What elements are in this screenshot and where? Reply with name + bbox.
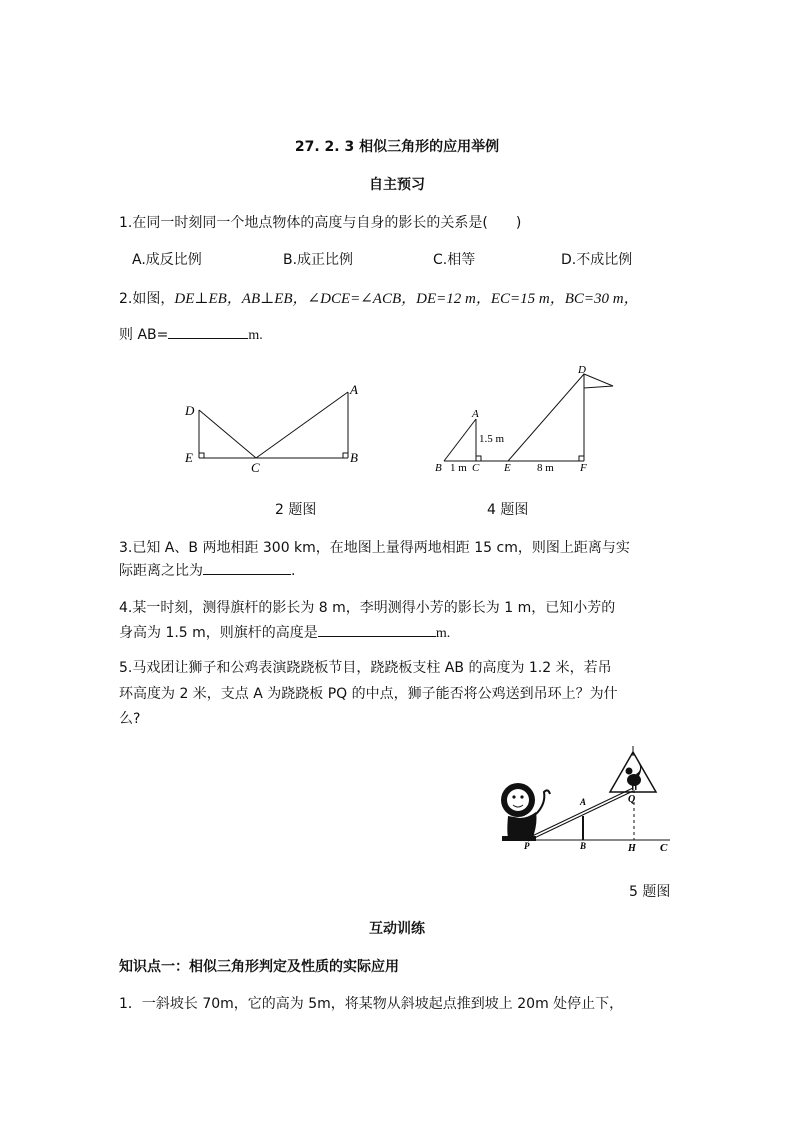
label-c: C xyxy=(660,842,668,854)
question-3-end: . xyxy=(291,563,296,579)
label-c: C xyxy=(251,460,260,475)
line-ca xyxy=(256,392,348,458)
question-4-line-1: 4.某一时刻，测得旗杆的影长为 8 m，李明测得小芳的影长为 1 m，已知小芳的 xyxy=(119,600,616,616)
rooster-icon xyxy=(626,762,642,790)
label-e: E xyxy=(185,450,193,465)
right-angle-e xyxy=(199,453,204,458)
label-a: A xyxy=(350,382,358,397)
figure-4-diagram xyxy=(430,362,620,477)
question-2-unit: m. xyxy=(248,328,263,343)
exercise-1-text: 1．一斜坡长 70m，它的高为 5m，将某物从斜坡起点推到坡上 20m 处停止下， xyxy=(119,996,624,1012)
label-ef-length: 8 m xyxy=(537,462,554,474)
lion-icon xyxy=(501,783,550,841)
label-a: A xyxy=(580,797,587,807)
question-3-line-1: 3.已知 A、B 两地相距 300 km，在地图上量得两地相距 15 cm，则图上距离与实 xyxy=(119,540,630,556)
label-bc-length: 1 m xyxy=(450,462,467,474)
answer-blank[interactable] xyxy=(168,324,248,339)
label-q: Q xyxy=(628,794,636,805)
question-4-line-2 xyxy=(119,622,450,642)
label-h: H xyxy=(628,843,636,854)
label-height: 1.5 m xyxy=(479,433,505,445)
question-1-option-c: C.相等 xyxy=(433,252,476,268)
right-angle-f xyxy=(579,456,584,461)
question-2-ask: 则 AB= xyxy=(119,327,169,343)
line-ed xyxy=(508,374,584,461)
line-dc xyxy=(199,410,256,458)
figure-4-caption: 4 题图 xyxy=(487,502,529,518)
question-1-option-a: A.成反比例 xyxy=(132,252,202,268)
question-1-text: 1.在同一时刻同一个地点物体的高度与自身的影长的关系是( ) xyxy=(119,215,522,231)
figure-5-diagram xyxy=(498,744,678,856)
answer-blank[interactable] xyxy=(203,560,291,575)
label-f: F xyxy=(580,462,587,474)
section-heading-practice: 互动训练 xyxy=(369,921,425,937)
line-ba xyxy=(444,419,476,461)
question-2-line-2 xyxy=(119,324,263,344)
knowledge-point-heading: 知识点一：相似三角形判定及性质的实际应用 xyxy=(119,959,399,975)
question-5-line-1: 5.马戏团让狮子和公鸡表演跷跷板节目，跷跷板支柱 AB 的高度为 1.2 米，若吊 xyxy=(119,660,612,676)
flag-shape xyxy=(584,374,613,388)
question-5-line-3: 么? xyxy=(119,711,141,727)
label-b: B xyxy=(350,450,358,465)
figure-2-diagram xyxy=(180,380,370,475)
label-a: A xyxy=(472,408,479,420)
figure-5-caption: 5 题图 xyxy=(629,884,671,900)
section-heading-preview: 自主预习 xyxy=(369,177,425,193)
question-2-conditions: DE⊥EB，AB⊥EB，∠DCE=∠ACB，DE=12 m，EC=15 m，BC=30 m， xyxy=(174,291,639,307)
label-c: C xyxy=(472,462,480,474)
label-p: P xyxy=(524,841,530,851)
label-b: B xyxy=(435,462,442,474)
page-title: 27. 2. 3 相似三角形的应用举例 xyxy=(294,139,500,155)
question-3-line-2 xyxy=(119,560,295,580)
question-4-ask: 身高为 1.5 m，则旗杆的高度是 xyxy=(119,625,318,641)
question-1-option-b: B.成正比例 xyxy=(283,252,354,268)
question-5-line-2: 环高度为 2 米，支点 A 为跷跷板 PQ 的中点，狮子能否将公鸡送到吊环上？为什 xyxy=(119,686,618,702)
figure-2-caption: 2 题图 xyxy=(275,502,317,518)
question-2-prefix: 2.如图， xyxy=(119,291,175,307)
label-d: D xyxy=(578,364,586,376)
right-angle-c xyxy=(476,456,481,461)
answer-blank[interactable] xyxy=(318,622,436,637)
label-e: E xyxy=(504,462,511,474)
question-4-unit: m. xyxy=(435,626,451,641)
label-b: B xyxy=(580,841,587,851)
question-1-option-d: D.不成比例 xyxy=(561,252,633,268)
label-d: D xyxy=(185,403,195,418)
question-2-line-1 xyxy=(119,287,639,308)
right-angle-b xyxy=(343,453,348,458)
question-3-ask: 际距离之比为 xyxy=(119,563,203,579)
